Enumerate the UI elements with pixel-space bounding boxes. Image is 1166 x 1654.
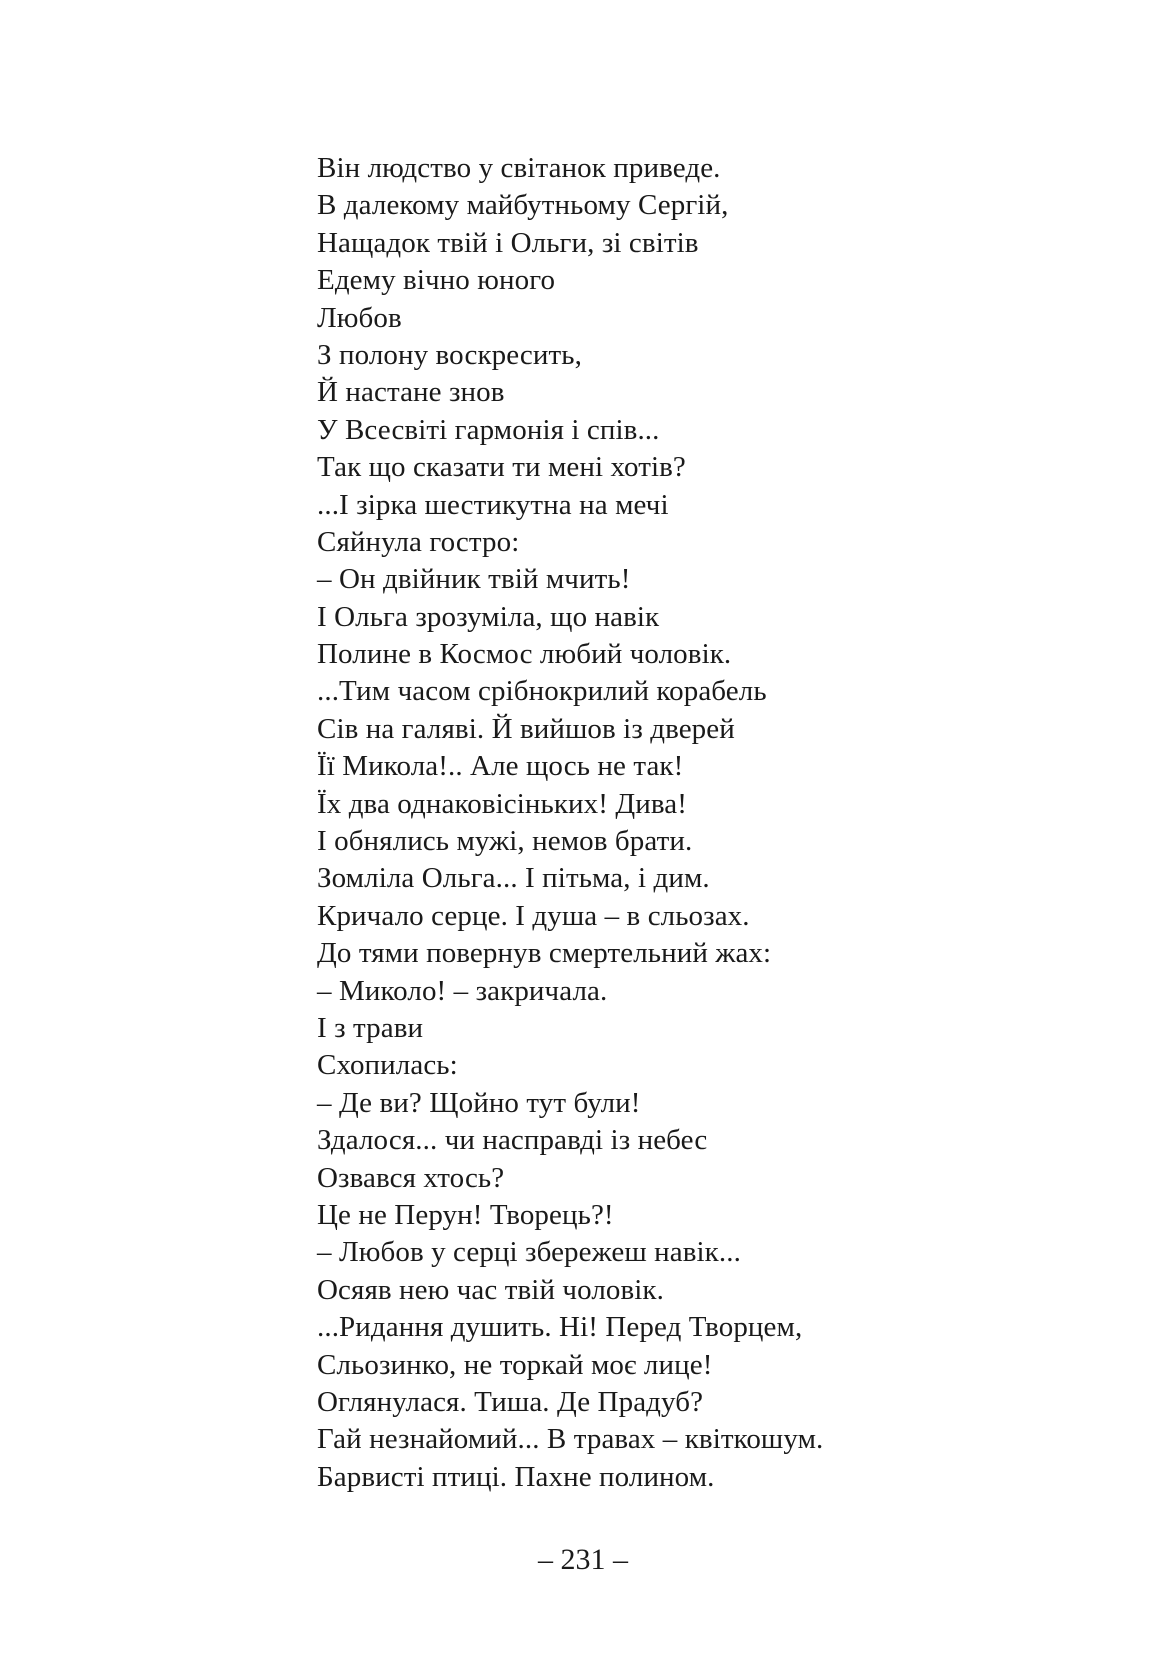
verse-line: Кричало серце. І душа – в сльозах.: [317, 899, 750, 932]
verse-line: Осяяв нею час твій чоловік.: [317, 1273, 664, 1306]
verse-line: Сів на галяві. Й вийшов із дверей: [317, 712, 735, 745]
page-number: – 231 –: [538, 1543, 628, 1576]
verse-line: Так що сказати ти мені хотів?: [317, 451, 686, 484]
verse-line: Їх два однаковісіньких! Дива!: [317, 787, 688, 820]
verse-line: До тями повернув смертельний жах:: [317, 937, 772, 970]
verse-line: Сяйнула гостро:: [317, 525, 520, 558]
verse-line: І з трави: [317, 1011, 424, 1044]
poem-text: [317, 150, 1077, 1496]
verse-line: Любов: [317, 301, 402, 334]
verse-line: Сльозинко, не торкай моє лице!: [317, 1348, 713, 1381]
verse-line: Зомліла Ольга... І пітьма, і дим.: [317, 862, 710, 895]
verse-line: Озвався хтось?: [317, 1161, 505, 1194]
verse-line: Барвисті птиці. Пахне полином.: [317, 1460, 715, 1493]
verse-line: – Миколо! – закричала.: [317, 974, 608, 1007]
verse-line: ...І зірка шестикутна на мечі: [317, 488, 669, 521]
verse-line: Полине в Космос любий чоловік.: [317, 638, 732, 671]
verse-line: Гай незнайомий... В травах – квіткошум.: [317, 1423, 824, 1456]
verse-line: Він людство у світанок приведе.: [317, 152, 721, 184]
verse-line: В далекому майбутньому Сергій,: [317, 189, 729, 222]
verse-line: З полону воскресить,: [317, 338, 582, 371]
verse-line: – Любов у серці збережеш навік...: [317, 1236, 741, 1269]
verse-line: Й настане знов: [317, 376, 505, 409]
verse-line: – Де ви? Щойно тут були!: [317, 1086, 641, 1119]
verse-line: ...Ридання душить. Ні! Перед Творцем,: [317, 1311, 803, 1344]
verse-line: У Всесвіті гармонія і спів...: [317, 413, 660, 446]
verse-line: Нащадок твій і Ольги, зі світів: [317, 226, 699, 259]
verse-line: І Ольга зрозуміла, що навік: [317, 600, 660, 633]
verse-line: Едему вічно юного: [317, 264, 556, 297]
verse-line: Її Микола!.. Але щось не так!: [317, 750, 684, 783]
verse-line: Оглянулася. Тиша. Де Прадуб?: [317, 1385, 704, 1418]
verse-line: Здалося... чи насправді із небес: [317, 1124, 708, 1157]
verse-line: – Он двійник твій мчить!: [317, 563, 631, 596]
verse-line: І обнялись мужі, немов брати.: [317, 825, 693, 858]
verse-line: Це не Перун! Творець?!: [317, 1198, 614, 1231]
verse-line: ...Тим часом срібнокрилий корабель: [317, 675, 767, 708]
verse-line: Схопилась:: [317, 1049, 458, 1082]
